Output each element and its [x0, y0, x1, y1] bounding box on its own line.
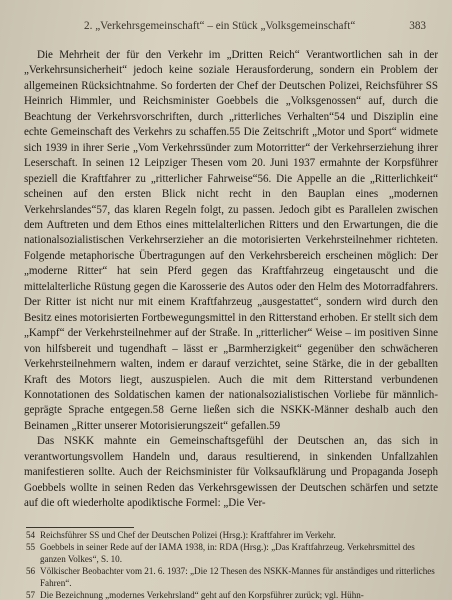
page-number: 383 — [409, 20, 426, 32]
footnote-number: 55 — [26, 542, 36, 552]
chapter-title: 2. „Verkehrsgemeinschaft“ – ein Stück „Volksgemeinschaft“ — [84, 20, 356, 32]
footnote-text: Reichsführer SS und Chef der Deutschen Polizei (Hrsg.): Kraftfahrer im Verkehr. — [40, 530, 336, 540]
footnote-number: 57 — [26, 590, 36, 600]
footnote-text: Völkischer Beobachter vom 21. 6. 1937: „Die 12 Thesen des NSKK-Mannes für anständiges und ritterliches Fahren“. — [40, 566, 435, 588]
footnote-divider — [26, 527, 134, 528]
footnote-56 — [26, 565, 436, 589]
footnote-55 — [26, 541, 436, 565]
footnote-number: 56 — [26, 566, 36, 576]
footnotes — [26, 529, 436, 600]
footnote-text: Goebbels in seiner Rede auf der IAMA 1938, in: RDA (Hrsg.): „Das Kraftfahrzeug. Verkehrsmittel des ganzen Volkes“, S. 10. — [40, 542, 415, 564]
footnote-54 — [26, 529, 436, 541]
footnote-number: 54 — [26, 530, 36, 540]
main-text — [24, 48, 438, 512]
paragraph-2: Das NSKK mahnte ein Gemeinschaftsgefühl der Deutschen an, das sich in verantwortungsvollem Handeln und, daraus resultierend, in sinkenden Unfallzahlen manifestieren sollte. Auch der Reichsminister für Volksaufklärung und Propaganda Joseph Goebbels wollte in seinen Reden das Verkehrsgewissen der Deutschen schärfen und setzte auf die oft wiederholte apodiktische Formel: „Die Ver- — [24, 435, 438, 510]
footnote-57 — [26, 589, 436, 600]
footnote-text: Die Bezeichnung „modernes Verkehrsland“ geht auf den Korpsführer zurück; vgl. Hühn- — [40, 590, 364, 600]
paragraph-1: Die Mehrheit der für den Verkehr im „Dritten Reich“ Verantwortlichen sah in der „Verkehrsunsicherheit“ jedoch keine soziale Herausforderung, sondern ein Problem der allgemeinen Rücksichtnahme. So forderten der Chef der Deutschen Polizei, Reichsführer SS Heinrich Himmler, und Reichsminister Goebbels die „Volksgenossen“ auf, durch die Beachtung der Verkehrsvorschriften, durch „ritterliches Verhalten“54 und Disziplin eine echte Gemeinschaft des Verkehrs zu schaffen.55 Die Zeitschrift „Motor und Sport“ widmete sich 1939 in ihrer Serie „Vom Verkehrssünder zum Motorritter“ der Verkehrserziehung ihrer Leserschaft. In seinen 12 Leipziger Thesen vom 20. Juni 1937 ermahnte der Korpsführer speziell die Kraftfahrer zu „ritterlicher Fahrweise“56. Die Appelle an die „Ritterlichkeit“ scheinen auf den ersten Blick nicht recht in den Bauplan eines „modernen Verkehrslandes“57, das klaren Regeln folgt, zu passen. Jedoch gibt es Parallelen zwischen dem Auftreten und dem Ethos eines mittelalterlichen Ritters und den Erwartungen, die die nationalsozialistischen Verkehrserzieher an die motorisierten Verkehrsteilnehmer richteten. Folgende metaphorische Übertragungen auf den Verkehrsbereich erscheinen möglich: Der „moderne Ritter“ hat sein Pferd gegen das Kraftfahrzeug eingetauscht und die mittelalterliche Rüstung gegen die Karosserie des Autos oder den Helm des Motorradfahrers. Der Ritter ist nicht nur mit einem Kraftfahrzeug „ausgestattet“, sondern wird durch den Besitz eines motorisierten Fortbewegungsmittel in den Ritterstand erhoben. Er stellt sich dem „Kampf“ der Verkehrsteilnehmer auf der Straße. In „ritterlicher“ Weise – im positiven Sinne von hilfsbereit und tugendhaft – lässt er „Barmherzigkeit“ gegenüber den schwächeren Verkehrsteilnehmern walten, indem er darauf verzichtet, seine Stärke, die in der geballten Kraft des Motors liegt, auszuspielen. Auch die mit dem Ritterstand verbundenen Konnotationen des Soldatischen kamen der nationalsozialistischen Vorliebe für männlich-geprägte Sprache entgegen.58 Gerne ließen sich die NSKK-Männer deshalb auch den Beinamen „Ritter unserer Motorisierungszeit“ gefallen.59 — [24, 49, 438, 432]
